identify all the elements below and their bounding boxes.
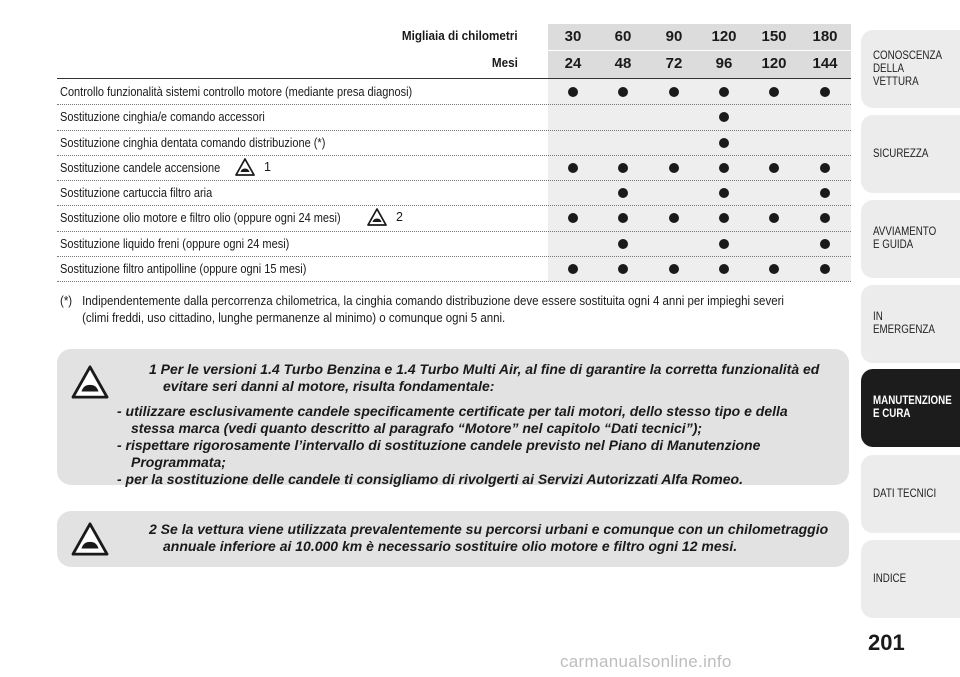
months-header-cell: 144 xyxy=(812,55,838,72)
schedule-mark-dot xyxy=(719,264,729,274)
header-rule xyxy=(57,78,851,79)
warning1-item: - per la sostituzione delle candele ti consigliamo di rivolgerti ai Servizi Autorizzati Alfa Romeo. xyxy=(117,471,743,487)
row-divider xyxy=(57,155,851,156)
schedule-mark-dot xyxy=(820,239,830,249)
schedule-mark-dot xyxy=(618,264,628,274)
warning-triangle-icon xyxy=(71,365,109,399)
nav-tab-avviamento[interactable] xyxy=(861,200,960,278)
months-header-label: Mesi xyxy=(491,55,518,70)
schedule-mark-dot xyxy=(618,163,628,173)
warning-triangle-icon xyxy=(71,522,109,556)
schedule-mark-dot xyxy=(719,188,729,198)
km-header-label: Migliaia di chilometri xyxy=(402,28,518,43)
note-reference: 1 xyxy=(264,159,271,174)
row-divider xyxy=(57,256,851,257)
row-divider xyxy=(57,231,851,232)
nav-tab-label: MANUTENZIONE E CURA xyxy=(873,395,952,420)
warning-triangle-icon xyxy=(367,208,387,226)
schedule-mark-dot xyxy=(820,264,830,274)
schedule-mark-dot xyxy=(769,163,779,173)
nav-tab-dati-tecnici[interactable] xyxy=(861,455,960,533)
schedule-row-label: Sostituzione liquido freni (oppure ogni 24 mesi) xyxy=(60,236,290,251)
schedule-mark-dot xyxy=(719,138,729,148)
schedule-mark-dot xyxy=(719,163,729,173)
footnote-mark: (*) xyxy=(60,294,73,308)
warning-box-spark-plugs xyxy=(57,349,849,485)
schedule-row-label: Sostituzione filtro antipolline (oppure ogni 15 mesi) xyxy=(60,261,307,276)
schedule-mark-dot xyxy=(769,87,779,97)
warning1-item: - rispettare rigorosamente l’intervallo di sostituzione candele previsto nel Piano di Manutenzione Programmata; xyxy=(117,437,761,470)
row-divider xyxy=(57,205,851,206)
months-header-cell: 24 xyxy=(564,55,582,72)
schedule-row-label: Sostituzione cartuccia filtro aria xyxy=(60,186,213,200)
row-divider xyxy=(57,281,851,282)
schedule-row-label: Sostituzione olio motore e filtro olio (oppure ogni 24 mesi) xyxy=(60,211,341,226)
months-header-cell: 120 xyxy=(761,55,787,72)
watermark: carmanualsonline.info xyxy=(560,652,732,671)
row-divider xyxy=(57,180,851,181)
footnote-text: Indipendentemente dalla percorrenza chilometrica, la cinghia comando distribuzione deve essere sostituita ogni 4 anni per impieghi severi (climi freddi, uso cittadino, lunghe permanenze al minimo) o comunque ogni 5 anni. xyxy=(82,294,784,325)
warning2-text: 2 Se la vettura viene utilizzata prevalentemente su percorsi urbani e comunque con un chilometraggio annuale inferiore ai 10.000 km è necessario sostituire olio motore e filtro ogni 12 mesi. xyxy=(149,521,829,554)
schedule-mark-dot xyxy=(719,87,729,97)
km-header-cell: 60 xyxy=(614,28,632,45)
nav-tab-label: INDICE xyxy=(873,572,907,585)
months-header-cell: 96 xyxy=(715,55,733,72)
nav-tab-sicurezza[interactable] xyxy=(861,115,960,193)
note-reference: 2 xyxy=(396,210,403,225)
schedule-row-label: Sostituzione cinghia/e comando accessori xyxy=(60,110,265,125)
nav-tab-emergenza[interactable] xyxy=(861,285,960,363)
schedule-mark-dot xyxy=(568,264,578,274)
schedule-mark-dot xyxy=(769,264,779,274)
km-header-cell: 90 xyxy=(665,28,683,45)
nav-tab-label: AVVIAMENTO E GUIDA xyxy=(873,226,937,251)
row-divider xyxy=(57,104,851,105)
nav-tab-label: DATI TECNICI xyxy=(873,487,937,500)
months-header-cell: 72 xyxy=(665,55,683,72)
km-header-cell: 120 xyxy=(711,28,737,45)
row-divider xyxy=(57,130,851,131)
schedule-mark-dot xyxy=(820,87,830,97)
km-header-cell: 180 xyxy=(812,28,838,45)
nav-tab-label: SICUREZZA xyxy=(873,147,929,160)
warning-box-oil-change xyxy=(57,511,849,567)
schedule-mark-dot xyxy=(618,188,628,198)
km-header-cell: 30 xyxy=(564,28,582,45)
footnote xyxy=(60,293,787,327)
schedule-mark-dot xyxy=(618,87,628,97)
schedule-mark-dot xyxy=(820,188,830,198)
header-divider xyxy=(548,50,851,51)
warning1-heading: 1 Per le versioni 1.4 Turbo Benzina e 1.4 Turbo Multi Air, al fine di garantire la corretta funzionalità ed evitare seri danni al motore, risulta fondamentale: xyxy=(149,361,820,394)
schedule-row-label: Sostituzione cinghia dentata comando distribuzione (*) xyxy=(60,135,326,150)
page-number: 201 xyxy=(868,630,905,655)
schedule-mark-dot xyxy=(820,163,830,173)
schedule-mark-dot xyxy=(568,87,578,97)
nav-tab-label: IN EMERGENZA xyxy=(873,311,935,336)
schedule-mark-dot xyxy=(669,163,679,173)
schedule-mark-dot xyxy=(568,163,578,173)
warning-triangle-icon xyxy=(235,158,255,176)
schedule-row-label: Sostituzione candele accensione xyxy=(60,160,221,175)
nav-tab-conoscenza[interactable] xyxy=(861,30,960,108)
schedule-row-label: Controllo funzionalità sistemi controllo motore (mediante presa diagnosi) xyxy=(60,85,413,99)
nav-tab-manutenzione[interactable] xyxy=(861,369,960,447)
nav-tab-label: CONOSCENZA DELLA VETTURA xyxy=(873,49,942,88)
warning1-item: - utilizzare esclusivamente candele specificamente certificate per tali motori, dello stesso tipo e della stessa marca (vedi quanto descritto al paragrafo “Motore” nel capitolo “Dati tecnici”); xyxy=(117,403,788,436)
schedule-mark-dot xyxy=(669,264,679,274)
months-header-cell: 48 xyxy=(614,55,632,72)
schedule-mark-dot xyxy=(719,239,729,249)
schedule-mark-dot xyxy=(669,87,679,97)
km-header-cell: 150 xyxy=(761,28,787,45)
schedule-mark-dot xyxy=(618,239,628,249)
nav-tab-indice[interactable] xyxy=(861,540,960,618)
